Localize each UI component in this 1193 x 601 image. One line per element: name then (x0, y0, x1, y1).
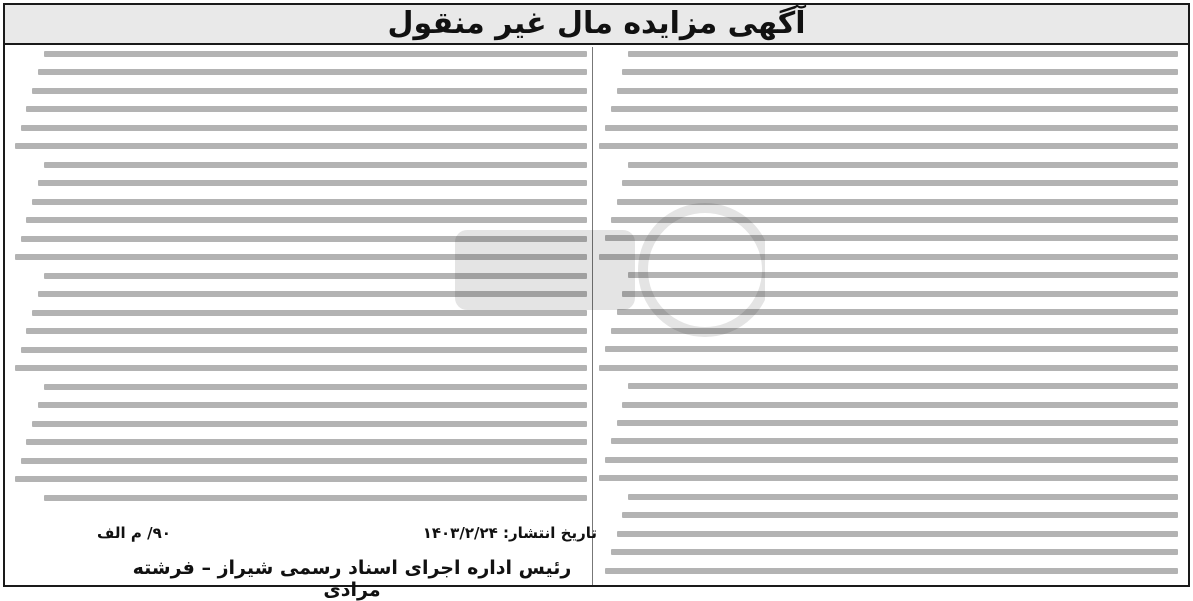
text-line-placeholder (628, 272, 1178, 278)
text-line-placeholder (628, 51, 1178, 57)
text-line-placeholder (617, 88, 1178, 94)
text-line-placeholder (38, 180, 587, 186)
notice-code: ۹۰/ م الف (97, 524, 171, 542)
text-line-placeholder (44, 384, 587, 390)
text-line-placeholder (26, 217, 587, 223)
notice-title: آگهی مزایده مال غیر منقول (387, 6, 806, 41)
text-line-placeholder (622, 512, 1178, 518)
text-line-placeholder (605, 568, 1178, 574)
text-line-placeholder (611, 217, 1178, 223)
text-line-placeholder (599, 254, 1178, 260)
text-line-placeholder (44, 273, 587, 279)
text-line-placeholder (15, 476, 587, 482)
text-line-placeholder (21, 347, 587, 353)
text-line-placeholder (44, 495, 587, 501)
text-line-placeholder (622, 402, 1178, 408)
text-line-placeholder (38, 291, 587, 297)
text-line-placeholder (628, 383, 1178, 389)
text-line-placeholder (611, 438, 1178, 444)
notice-frame (3, 3, 1190, 601)
text-line-placeholder (32, 421, 587, 427)
text-line-placeholder (21, 236, 587, 242)
text-line-placeholder (15, 254, 587, 260)
text-line-placeholder (622, 291, 1178, 297)
text-line-placeholder (38, 69, 587, 75)
text-line-placeholder (21, 125, 587, 131)
text-line-placeholder (21, 458, 587, 464)
text-line-placeholder (32, 88, 587, 94)
text-line-placeholder (32, 199, 587, 205)
text-line-placeholder (15, 143, 587, 149)
text-line-placeholder (628, 162, 1178, 168)
text-line-placeholder (32, 310, 587, 316)
publish-date: ۱۴۰۳/۲/۲۴ (422, 524, 498, 542)
text-line-placeholder (617, 420, 1178, 426)
text-line-placeholder (26, 328, 587, 334)
text-line-placeholder (26, 439, 587, 445)
title-banner (5, 5, 1188, 45)
signature-line: رئیس اداره اجرای اسناد رسمی شیراز – فرشته مرادی (132, 557, 572, 601)
text-line-placeholder (611, 328, 1178, 334)
text-line-placeholder (622, 69, 1178, 75)
body-column-right (592, 47, 1184, 585)
text-line-placeholder (599, 365, 1178, 371)
text-line-placeholder (617, 199, 1178, 205)
text-line-placeholder (44, 51, 587, 57)
text-line-placeholder (44, 162, 587, 168)
text-line-placeholder (599, 475, 1178, 481)
publish-info (97, 524, 597, 542)
text-line-placeholder (622, 180, 1178, 186)
text-line-placeholder (611, 549, 1178, 555)
body-column-left (9, 47, 593, 511)
text-line-placeholder (611, 106, 1178, 112)
text-line-placeholder (15, 365, 587, 371)
text-line-placeholder (628, 494, 1178, 500)
text-line-placeholder (617, 531, 1178, 537)
text-line-placeholder (599, 143, 1178, 149)
text-line-placeholder (605, 457, 1178, 463)
text-line-placeholder (26, 106, 587, 112)
text-line-placeholder (38, 402, 587, 408)
publish-date-label: تاریخ انتشار: (503, 524, 597, 542)
text-line-placeholder (605, 125, 1178, 131)
text-line-placeholder (605, 346, 1178, 352)
publish-date-group (423, 524, 597, 542)
text-line-placeholder (605, 235, 1178, 241)
text-line-placeholder (617, 309, 1178, 315)
